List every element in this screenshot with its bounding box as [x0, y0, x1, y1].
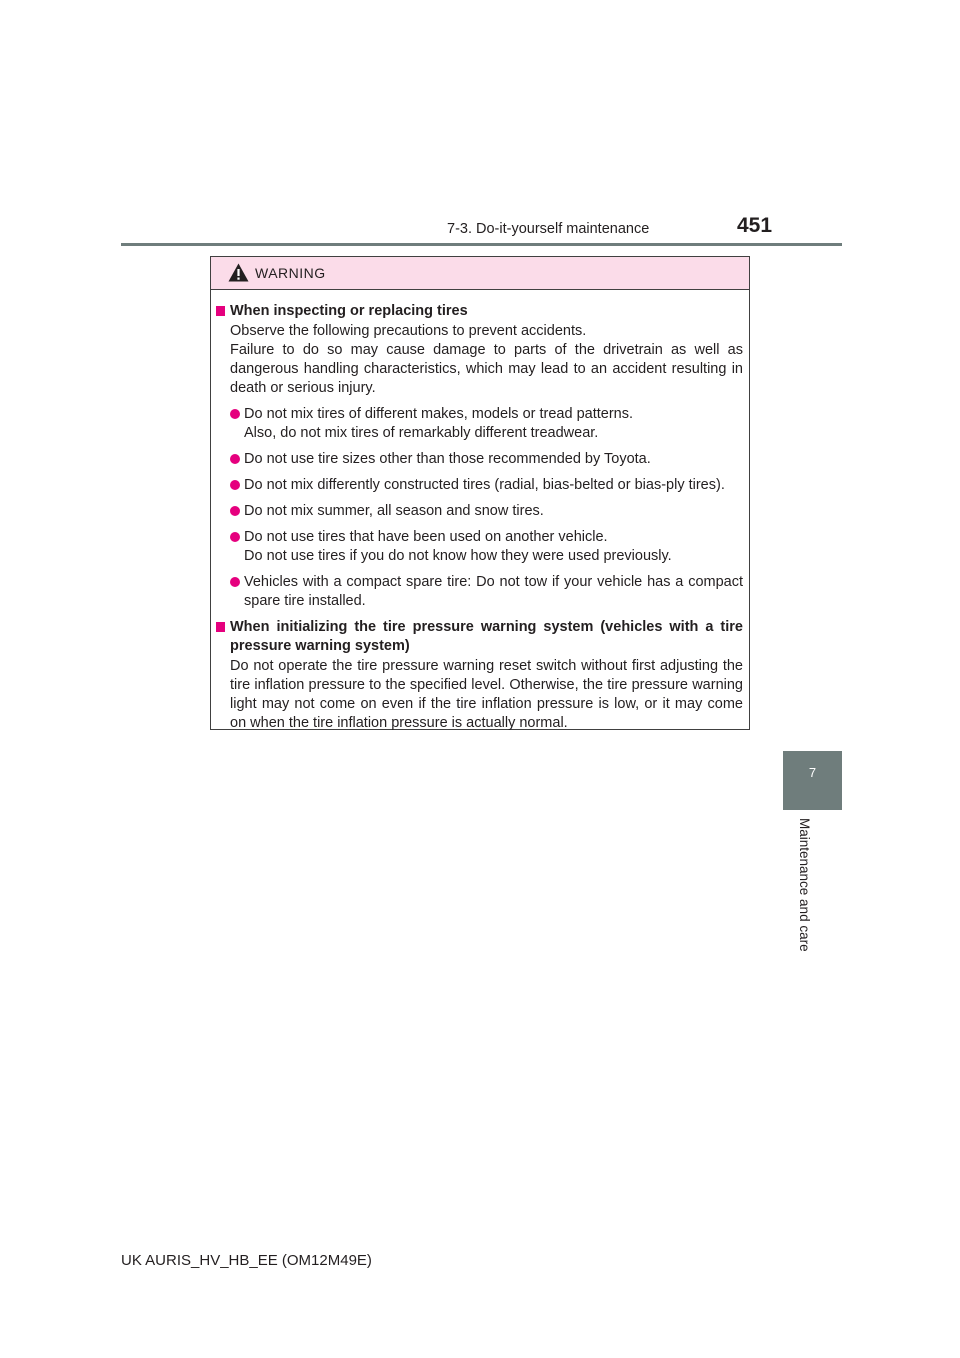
bullet-dot-icon: [230, 409, 240, 419]
bullet-line: Do not mix tires of different makes, models or tread patterns.: [244, 406, 633, 422]
warning-body: [211, 290, 749, 733]
warning-section: [216, 618, 743, 733]
bullet-dot-icon: [230, 577, 240, 587]
section-paragraph: [230, 322, 743, 398]
bullet-item: [230, 476, 743, 495]
section-heading: When inspecting or replacing tires: [230, 303, 468, 319]
warning-section: [216, 302, 743, 611]
header-divider: [121, 243, 842, 246]
warning-triangle-icon: [228, 263, 249, 282]
bullet-line: Do not mix differently constructed tires (radial, bias-belted or bias-ply tires).: [244, 477, 725, 493]
bullet-item: [230, 502, 743, 521]
section-title: 7-3. Do-it-yourself maintenance: [447, 221, 650, 237]
chapter-label: Maintenance and care: [797, 818, 812, 952]
bullet-line: Do not use tires that have been used on another vehicle.: [244, 529, 608, 545]
bullet-item: [230, 528, 743, 566]
bullet-line: Also, do not mix tires of remarkably different treadwear.: [244, 425, 599, 441]
bullet-line: Do not use tires if you do not know how they were used previously.: [244, 548, 672, 564]
paragraph-line: Failure to do so may cause damage to parts of the drivetrain as well as dangerous handling characteristics, which may lead to an accident resulting in death or serious injury.: [230, 342, 743, 396]
bullet-line: Vehicles with a compact spare tire: Do not tow if your vehicle has a compact spare tire installed.: [244, 574, 743, 609]
paragraph-line: Observe the following precautions to prevent accidents.: [230, 323, 587, 339]
section-paragraph: [230, 657, 743, 733]
chapter-tab: [783, 751, 842, 810]
bullet-line: Do not use tire sizes other than those recommended by Toyota.: [244, 451, 651, 467]
warning-header: [211, 257, 749, 290]
bullet-dot-icon: [230, 506, 240, 516]
bullet-item: [230, 573, 743, 611]
footer-model-code: UK AURIS_HV_HB_EE (OM12M49E): [121, 1252, 372, 1269]
chapter-number: 7: [808, 765, 817, 780]
warning-box: [210, 256, 750, 730]
bullet-item: [230, 450, 743, 469]
bullet-item: [230, 405, 743, 443]
section-heading: When initializing the tire pressure warning system (vehicles with a tire pressure warning system): [230, 619, 743, 654]
paragraph-line: Do not operate the tire pressure warning reset switch without first adjusting the tire inflation pressure to the specified level. Otherwise, the tire pressure warning light may not come on even if the tire inflation pressure is low, or it may come on when the tire inflation pressure is actually normal.: [230, 658, 743, 731]
section-marker-icon: [216, 622, 225, 632]
bullet-dot-icon: [230, 454, 240, 464]
bullet-dot-icon: [230, 532, 240, 542]
warning-title: WARNING: [255, 265, 326, 281]
bullet-line: Do not mix summer, all season and snow tires.: [244, 503, 544, 519]
bullet-dot-icon: [230, 480, 240, 490]
section-marker-icon: [216, 306, 225, 316]
page-number: 451: [737, 214, 773, 237]
